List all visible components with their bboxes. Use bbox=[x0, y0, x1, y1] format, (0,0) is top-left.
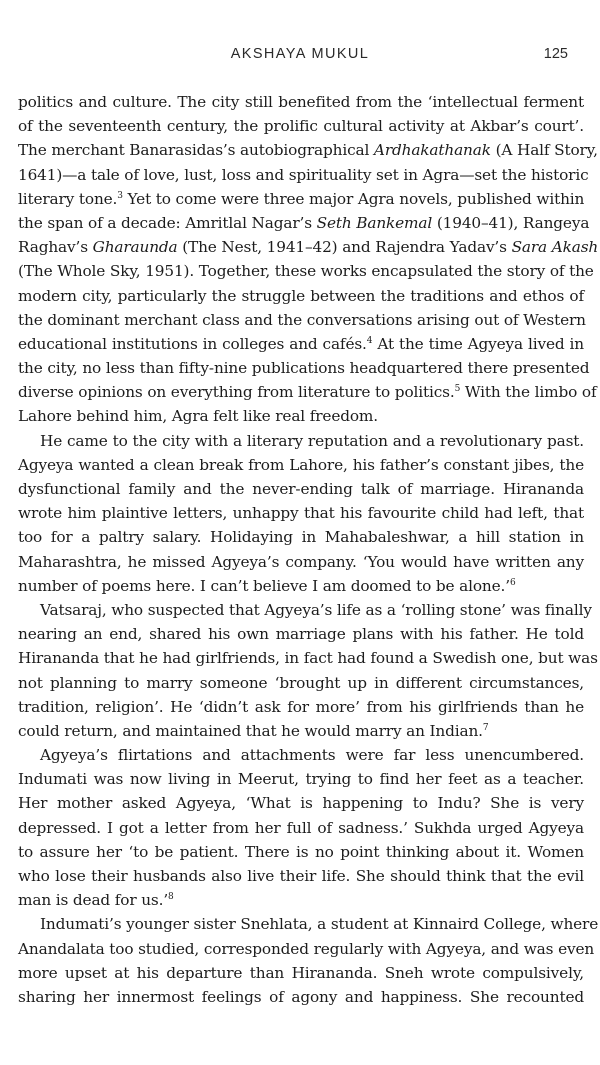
text-run: modern city, particularly the struggle between the traditions and ethos of bbox=[18, 286, 584, 305]
footnote-ref: 6 bbox=[509, 577, 516, 588]
text-line bbox=[18, 380, 597, 404]
text-run: Yet to come were three major Agra novels, published within bbox=[122, 189, 585, 208]
text-run: Hirananda that he had girlfriends, in fact had found a Swedish one, but was bbox=[18, 649, 598, 668]
text-run: the span of a decade: Amritlal Nagar’s bbox=[18, 213, 317, 232]
text-line bbox=[18, 598, 592, 622]
text-run: who lose their husbands also live their life. She should think that the evil bbox=[18, 867, 584, 885]
text-line bbox=[18, 187, 584, 211]
text-run: (A Half Story, bbox=[490, 141, 598, 160]
text-line bbox=[18, 453, 584, 477]
text-run: Lahore behind him, Agra felt like real freedom. bbox=[18, 407, 378, 426]
text-run: man is dead for us.’ bbox=[18, 891, 169, 910]
text-run: The merchant Banarasidas’s autobiographical bbox=[18, 141, 374, 160]
text-line bbox=[18, 937, 595, 961]
text-run: to assure her ‘to be patient. There is no point thinking about it. Women bbox=[18, 842, 584, 861]
footnote-ref: 5 bbox=[454, 384, 461, 395]
text-run: literary tone. bbox=[18, 189, 118, 208]
page-number: 125 bbox=[543, 46, 568, 62]
text-line bbox=[18, 477, 584, 501]
title-italic: Sara Akash bbox=[511, 238, 599, 257]
text-run: could return, and maintained that he would marry an Indian. bbox=[18, 721, 483, 740]
text-run: Agyeya wanted a clean break from Lahore, his father’s constant jibes, the bbox=[18, 455, 584, 474]
text-line bbox=[18, 840, 584, 864]
text-line bbox=[18, 429, 584, 453]
text-run: (The Nest, 1941–42) and Rajendra Yadav’s bbox=[177, 238, 512, 257]
text-run: Her mother asked Agyeya, ‘What is happening to Indu? She is very bbox=[18, 794, 584, 813]
text-line bbox=[18, 138, 598, 162]
text-line bbox=[18, 695, 584, 719]
footnote-ref: 7 bbox=[482, 722, 489, 733]
paragraph bbox=[18, 743, 584, 912]
text-line bbox=[18, 404, 584, 428]
text-line bbox=[18, 767, 584, 791]
text-line bbox=[18, 308, 584, 332]
text-line bbox=[18, 719, 584, 743]
text-line bbox=[18, 743, 584, 767]
text-run: (1940–41), Rangeya bbox=[432, 213, 590, 232]
footnote-ref: 3 bbox=[117, 190, 123, 201]
text-run: the dominant merchant class and the conversations arising out of Western bbox=[18, 310, 586, 329]
text-run: too for a paltry salary. Holidaying in Mahabaleshwar, a hill station in bbox=[18, 528, 584, 547]
text-run: Maharashtra, he missed Agyeya’s company. ‘You would have written any bbox=[18, 552, 584, 571]
text-line bbox=[18, 574, 584, 598]
text-line bbox=[18, 163, 589, 187]
text-line bbox=[18, 284, 584, 308]
text-line bbox=[18, 235, 599, 259]
text-line bbox=[18, 622, 584, 646]
text-line bbox=[18, 791, 584, 815]
body-text bbox=[18, 90, 599, 1009]
text-run: more upset at his departure than Hirananda. Sneh wrote compulsively, bbox=[18, 963, 584, 982]
text-run: dysfunctional family and the never-ending talk of marriage. Hirananda bbox=[18, 480, 584, 498]
text-line bbox=[18, 211, 590, 235]
text-line bbox=[18, 864, 584, 888]
text-line bbox=[18, 912, 599, 936]
text-run: Anandalata too studied, corresponded regularly with Agyeya, and was even bbox=[18, 939, 595, 958]
text-line bbox=[18, 259, 594, 283]
text-run: not planning to marry someone ‘brought up in different circumstances, bbox=[18, 673, 584, 692]
text-line bbox=[18, 356, 590, 380]
text-line bbox=[18, 501, 584, 525]
text-line bbox=[18, 114, 584, 138]
title-italic: Seth Bankemal bbox=[316, 213, 433, 232]
text-line bbox=[18, 646, 598, 670]
text-run: Agyeya’s flirtations and attachments were far less unencumbered. bbox=[40, 746, 584, 765]
text-run: With the limbo of bbox=[460, 383, 597, 402]
text-run: number of poems here. I can’t believe I am doomed to be alone.’ bbox=[18, 576, 510, 595]
text-line bbox=[18, 816, 584, 840]
text-line bbox=[18, 550, 584, 574]
text-line bbox=[18, 332, 584, 356]
title-italic: Ardhakathanak bbox=[373, 141, 491, 160]
text-run: depressed. I got a letter from her full of sadness.’ Sukhda urged Agyeya bbox=[18, 818, 584, 837]
paragraph bbox=[18, 90, 599, 429]
text-run: educational institutions in colleges and cafés. bbox=[18, 334, 367, 353]
text-line bbox=[18, 888, 584, 912]
text-run: (The Whole Sky, 1951). Together, these works encapsulated the story of the bbox=[18, 262, 594, 281]
text-run: of the seventeenth century, the prolific cultural activity at Akbar’s court’. bbox=[18, 117, 584, 136]
text-run: nearing an end, shared his own marriage plans with his father. He told bbox=[18, 625, 584, 644]
text-run: Indumati’s younger sister Snehlata, a student at Kinnaird College, where bbox=[40, 915, 599, 934]
text-run: At the time Agyeya lived in bbox=[372, 334, 584, 353]
text-run: He came to the city with a literary reputation and a revolutionary past. bbox=[40, 431, 584, 450]
text-run: tradition, religion’. He ‘didn’t ask for more’ from his girlfriends than he bbox=[18, 697, 584, 716]
text-run: the city, no less than fifty-nine publications headquartered there presented bbox=[18, 359, 590, 378]
text-line bbox=[18, 985, 584, 1009]
text-run: Indumati was now living in Meerut, trying to find her feet as a teacher. bbox=[18, 770, 584, 789]
text-run: sharing her innermost feelings of agony and happiness. She recounted bbox=[18, 987, 584, 1006]
text-run: Vatsaraj, who suspected that Agyeya’s life as a ‘rolling stone’ was finally bbox=[40, 600, 592, 619]
text-run: wrote him plaintive letters, unhappy that his favourite child had left, that bbox=[18, 504, 584, 523]
text-line bbox=[18, 90, 584, 114]
text-line bbox=[18, 525, 584, 549]
text-run: 1641)—a tale of love, lust, loss and spirituality set in Agra—set the historic bbox=[18, 165, 589, 184]
text-line bbox=[18, 961, 584, 985]
footnote-ref: 4 bbox=[366, 335, 373, 346]
running-header bbox=[18, 46, 582, 68]
text-run: diverse opinions on everything from literature to politics. bbox=[18, 383, 455, 402]
title-italic: Gharaunda bbox=[92, 238, 178, 257]
text-run: politics and culture. The city still benefited from the ‘intellectual ferment bbox=[18, 93, 584, 111]
paragraph bbox=[18, 429, 584, 598]
paragraph bbox=[18, 598, 598, 743]
running-title: AKSHAYA MUKUL bbox=[230, 46, 370, 62]
text-line bbox=[18, 671, 584, 695]
footnote-ref: 8 bbox=[168, 892, 174, 903]
paragraph bbox=[18, 912, 599, 1009]
text-run: Raghav’s bbox=[18, 238, 93, 257]
